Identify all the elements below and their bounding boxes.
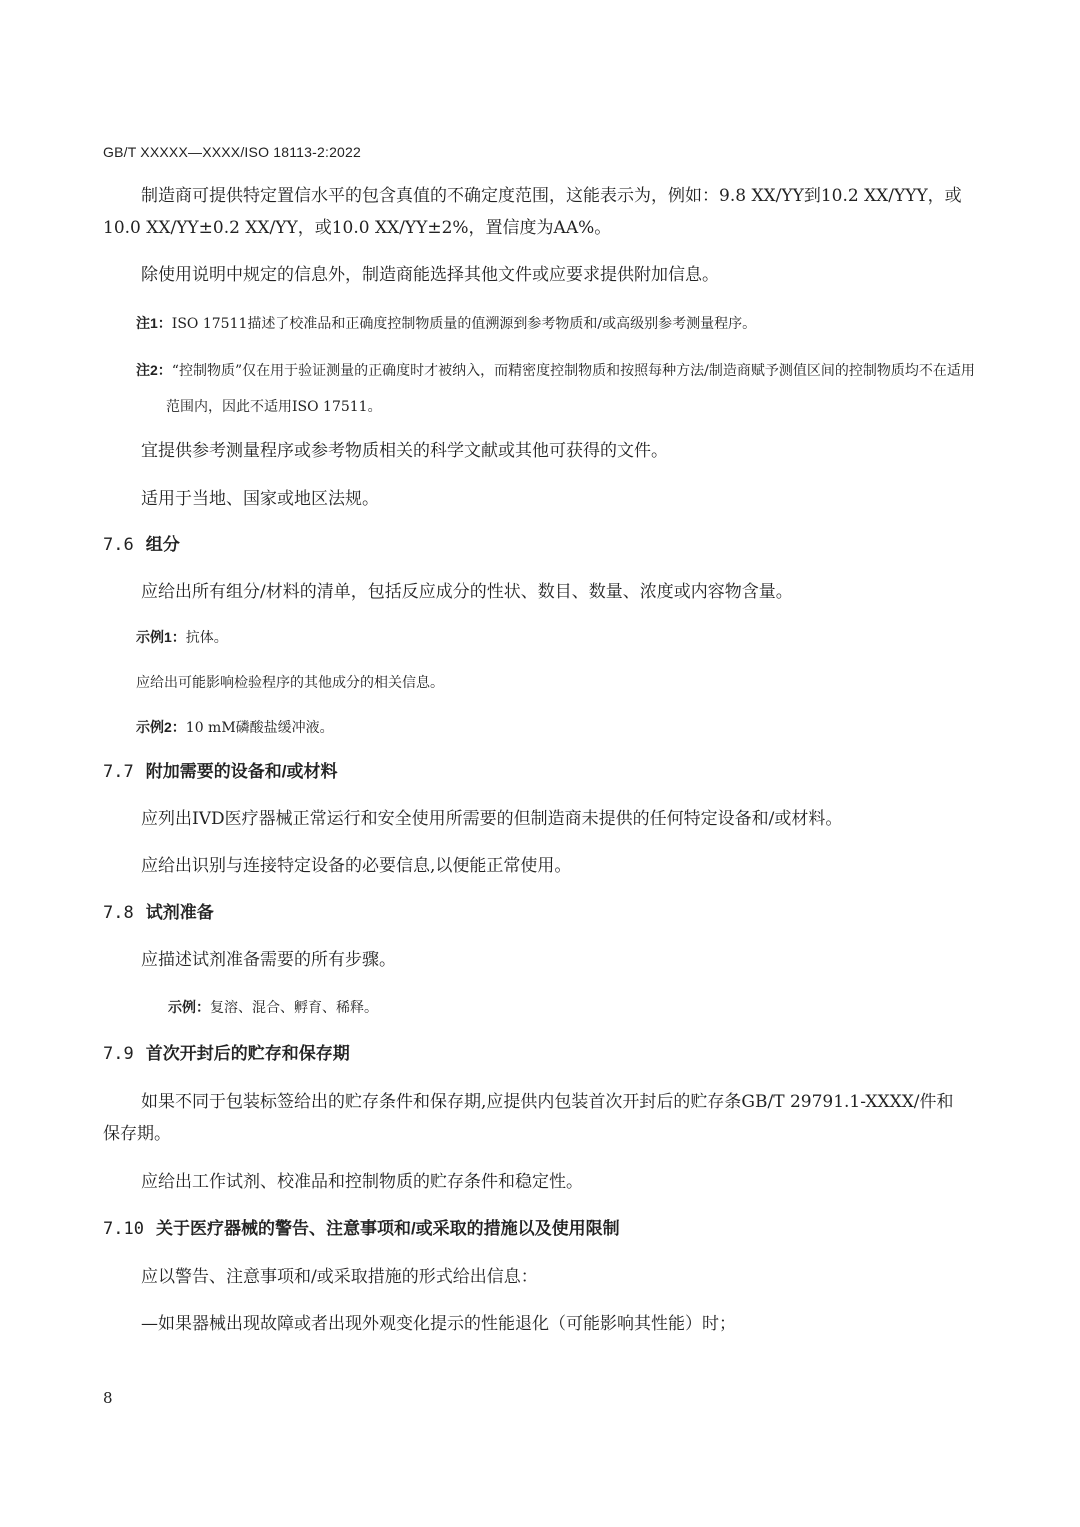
example-1-text: 抗体。 — [185, 630, 228, 646]
paragraph-uncertainty-range: 制造商可提供特定置信水平的包含真值的不确定度范围，这能表示为，例如：9.8 XX/YY到10.2 XX/YYY，或10.0 XX/YY±0.2 XX/YY，或10.0 XX/YY±2%，置信度为AA%。 — [103, 186, 962, 238]
paragraph-storage-stability: 应给出工作试剂、校准品和控制物质的贮存条件和稳定性。 — [141, 1172, 583, 1192]
paragraph-storage-after-opening: 如果不同于包装标签给出的贮存条件和保存期,应提供内包装首次开封后的贮存条GB/T 29791.1-XXXX/件和保存期。 — [103, 1092, 954, 1144]
section-number: 7.10 — [103, 1219, 144, 1239]
section-title: 组分 — [145, 535, 180, 554]
section-number: 7.8 — [103, 903, 134, 923]
paragraph-reagent-steps: 应描述试剂准备需要的所有步骤。 — [141, 950, 396, 970]
section-heading-7-7 — [103, 760, 963, 784]
section-number: 7.9 — [103, 1044, 134, 1064]
section-number: 7.7 — [103, 762, 134, 782]
section-title: 试剂准备 — [145, 903, 214, 922]
example-reagent — [168, 989, 948, 1026]
paragraph-components-list: 应给出所有组分/材料的清单，包括反应成分的性状、数目、数量、浓度或内容物含量。 — [141, 582, 793, 602]
note-1-label: 注1： — [136, 315, 172, 331]
paragraph-warnings-intro: 应以警告、注意事项和/或采取措施的形式给出信息： — [141, 1267, 538, 1287]
note-2-label: 注2： — [136, 362, 172, 378]
section-title: 附加需要的设备和/或材料 — [145, 762, 338, 781]
section-heading-7-10 — [103, 1217, 963, 1241]
note-2 — [136, 352, 986, 425]
paragraph-additional-info: 除使用说明中规定的信息外，制造商能选择其他文件或应要求提供附加信息。 — [141, 265, 719, 285]
section-title: 首次开封后的贮存和保存期 — [145, 1044, 350, 1063]
section-heading-7-6 — [103, 533, 963, 557]
note-1 — [136, 305, 956, 342]
list-item-malfunction: —如果器械出现故障或者出现外观变化提示的性能退化（可能影响其性能）时； — [141, 1314, 736, 1334]
section-number: 7.6 — [103, 535, 134, 555]
paragraph-equipment-connection: 应给出识别与连接特定设备的必要信息,以便能正常使用。 — [141, 856, 572, 876]
example-2-label: 示例2： — [136, 719, 186, 735]
section-heading-7-9 — [103, 1042, 963, 1066]
example-2 — [136, 709, 956, 746]
note-1-text: ISO 17511描述了校准品和正确度控制物质量的值溯源到参考物质和/或高级别参考测量程序。 — [171, 316, 757, 332]
example-2-text: 10 mM磷酸盐缓冲液。 — [185, 720, 334, 736]
paragraph-other-components: 应给出可能影响检验程序的其他成分的相关信息。 — [136, 675, 444, 691]
section-title: 关于医疗器械的警告、注意事项和/或采取的措施以及使用限制 — [155, 1219, 620, 1238]
paragraph-regulations: 适用于当地、国家或地区法规。 — [141, 489, 379, 509]
note-2-text: “控制物质”仅在用于验证测量的正确度时才被纳入，而精密度控制物质和按照每种方法/制造商赋予测值区间的控制物质均不在适用范围内，因此不适用ISO 17511。 — [166, 363, 975, 415]
paragraph-equipment-list: 应列出IVD医疗器械正常运行和安全使用所需要的但制造商未提供的任何特定设备和/或材料。 — [141, 809, 843, 829]
section-heading-7-8 — [103, 901, 963, 925]
paragraph-reference-docs: 宜提供参考测量程序或参考物质相关的科学文献或其他可获得的文件。 — [141, 441, 668, 461]
document-header: GB/T XXXXX—XXXX/ISO 18113-2:2022 — [103, 144, 362, 160]
example-1-label: 示例1： — [136, 629, 186, 645]
example-label: 示例： — [168, 999, 210, 1015]
example-1 — [136, 619, 956, 656]
page-number: 8 — [103, 1389, 113, 1407]
example-text: 复溶、混合、孵育、稀释。 — [210, 1000, 378, 1016]
